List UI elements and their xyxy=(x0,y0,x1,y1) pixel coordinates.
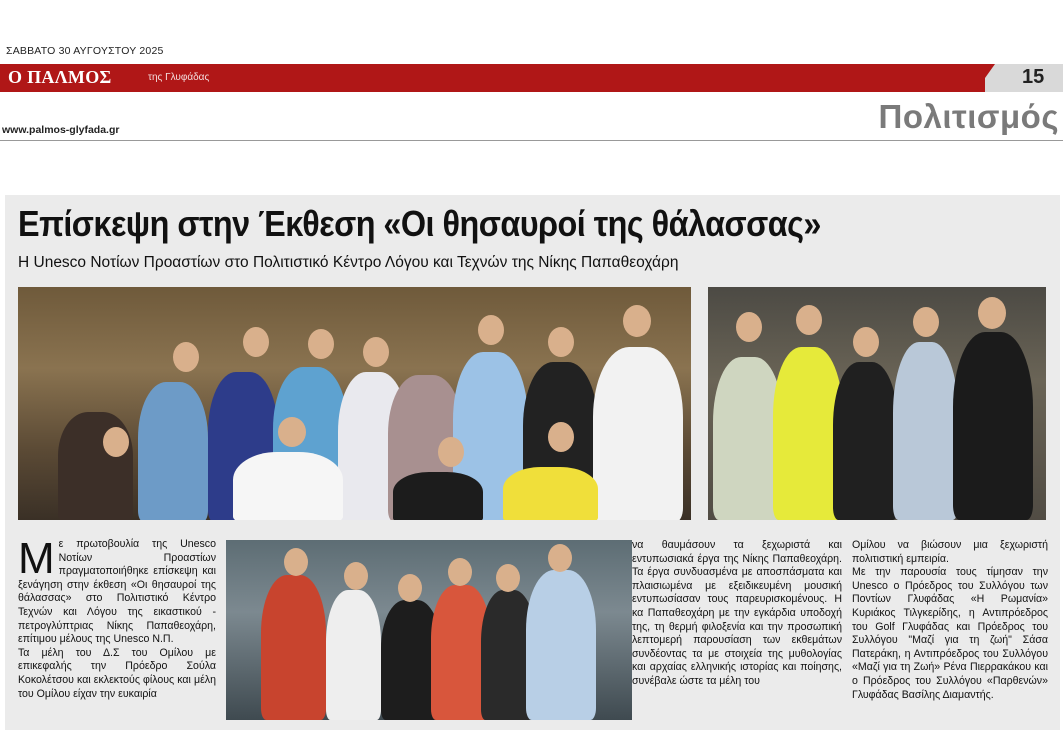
masthead-divider xyxy=(975,64,995,92)
article-paragraph-3: να θαυμάσουν τα ξεχωριστά και εντυπωσιακά έργα της Νίκης Παπαθεοχάρη. Τα έργα συνδυασμένα με αποσπάσματα και πλαισιωμένα με εξειδικευμένη μουσική εντυπωσίασαν τους παρευρισκομένους. Η κα Παπαθεοχάρη με την εγκάρδια υποδοχή της, τη θερμή φιλοξενία και την προσωπική λεπτομερή παρουσίαση των εκθεμάτων συνδέοντας τα με στοιχεία της μυθολογίας και αρχαίας ελληνικής ιστορίας και ποίησης, συνέβαλε ώστε τα μέλη του xyxy=(632,539,842,687)
group-photo xyxy=(18,287,691,520)
article-paragraph-4: Ομίλου να βιώσουν μια ξεχωριστή πολιτιστική εμπειρία. xyxy=(852,539,1048,565)
issue-date: ΣΑΒΒΑΤΟ 30 ΑΥΓΟΥΣΤΟΥ 2025 xyxy=(6,45,164,57)
article-column-3 xyxy=(852,539,1048,702)
paper-subtitle: της Γλυφάδας xyxy=(148,72,210,83)
article-column-2 xyxy=(632,539,842,689)
article-subheadline: Η Unesco Νοτίων Προαστίων στο Πολιτιστικό Κέντρο Λόγου και Τεχνών της Νίκης Παπαθεοχάρη xyxy=(18,254,679,271)
paper-name: Ο ΠΑΛΜΟΣ xyxy=(8,67,112,87)
women-photo xyxy=(708,287,1046,520)
article-lead-paragraph: ε πρωτοβουλία της Unesco Νοτίων Προαστίων πραγματοποιήθηκε επίσκεψη και ξενάγηση στην έκθεση «Οι θησαυροί της θάλασσας» στο Πολιτιστικό Κέντρο Τεχνών και Λόγου της εικαστικού - πετρογλύπτριας Νίκης Παπαθεοχάρη, επίτιμου μέλους της Unesco Ν.Π. xyxy=(18,538,216,646)
header-rule xyxy=(0,140,1063,141)
section-title: Πολιτισμός xyxy=(878,98,1059,135)
exhibition-photo xyxy=(226,540,632,720)
drop-cap: Μ xyxy=(18,534,55,583)
article-headline: Επίσκεψη στην Έκθεση «Οι θησαυροί της θάλασσας» xyxy=(18,203,821,244)
article-paragraph-2: Τα μέλη του Δ.Σ του Ομίλου με επικεφαλής την Πρόεδρο Σούλα Κοκολέτσου και εκλεκτούς φίλους και μέλη του Ομίλου είχαν την ευκαιρία xyxy=(18,646,216,700)
website-link[interactable]: www.palmos-glyfada.gr xyxy=(2,124,120,136)
article-paragraph-5: Με την παρουσία τους τίμησαν την Unesco ο Πρόεδρος του Συλλόγου των Ποντίων Γλυφάδας «Η Ρωμανία» Κυριάκος Τιλγκερίδης, η Αντιπρόεδρος του Golf Γλυφάδας και Πρόεδρος του Συλλόγου "Μαζί για τη ζωή" Σάσα Πατεράκη, η Αντιπρόεδρος του Συλλόγου «Μαζί για τη Ζωή» Ρένα Πιερρακάκου και ο Πρόεδρος του Συλλόγου «Παρθενών» Γλυφάδας Βασίλης Διαμαντής. xyxy=(852,566,1048,701)
page-number: 15 xyxy=(1022,66,1045,88)
article-column-1 xyxy=(18,534,216,701)
